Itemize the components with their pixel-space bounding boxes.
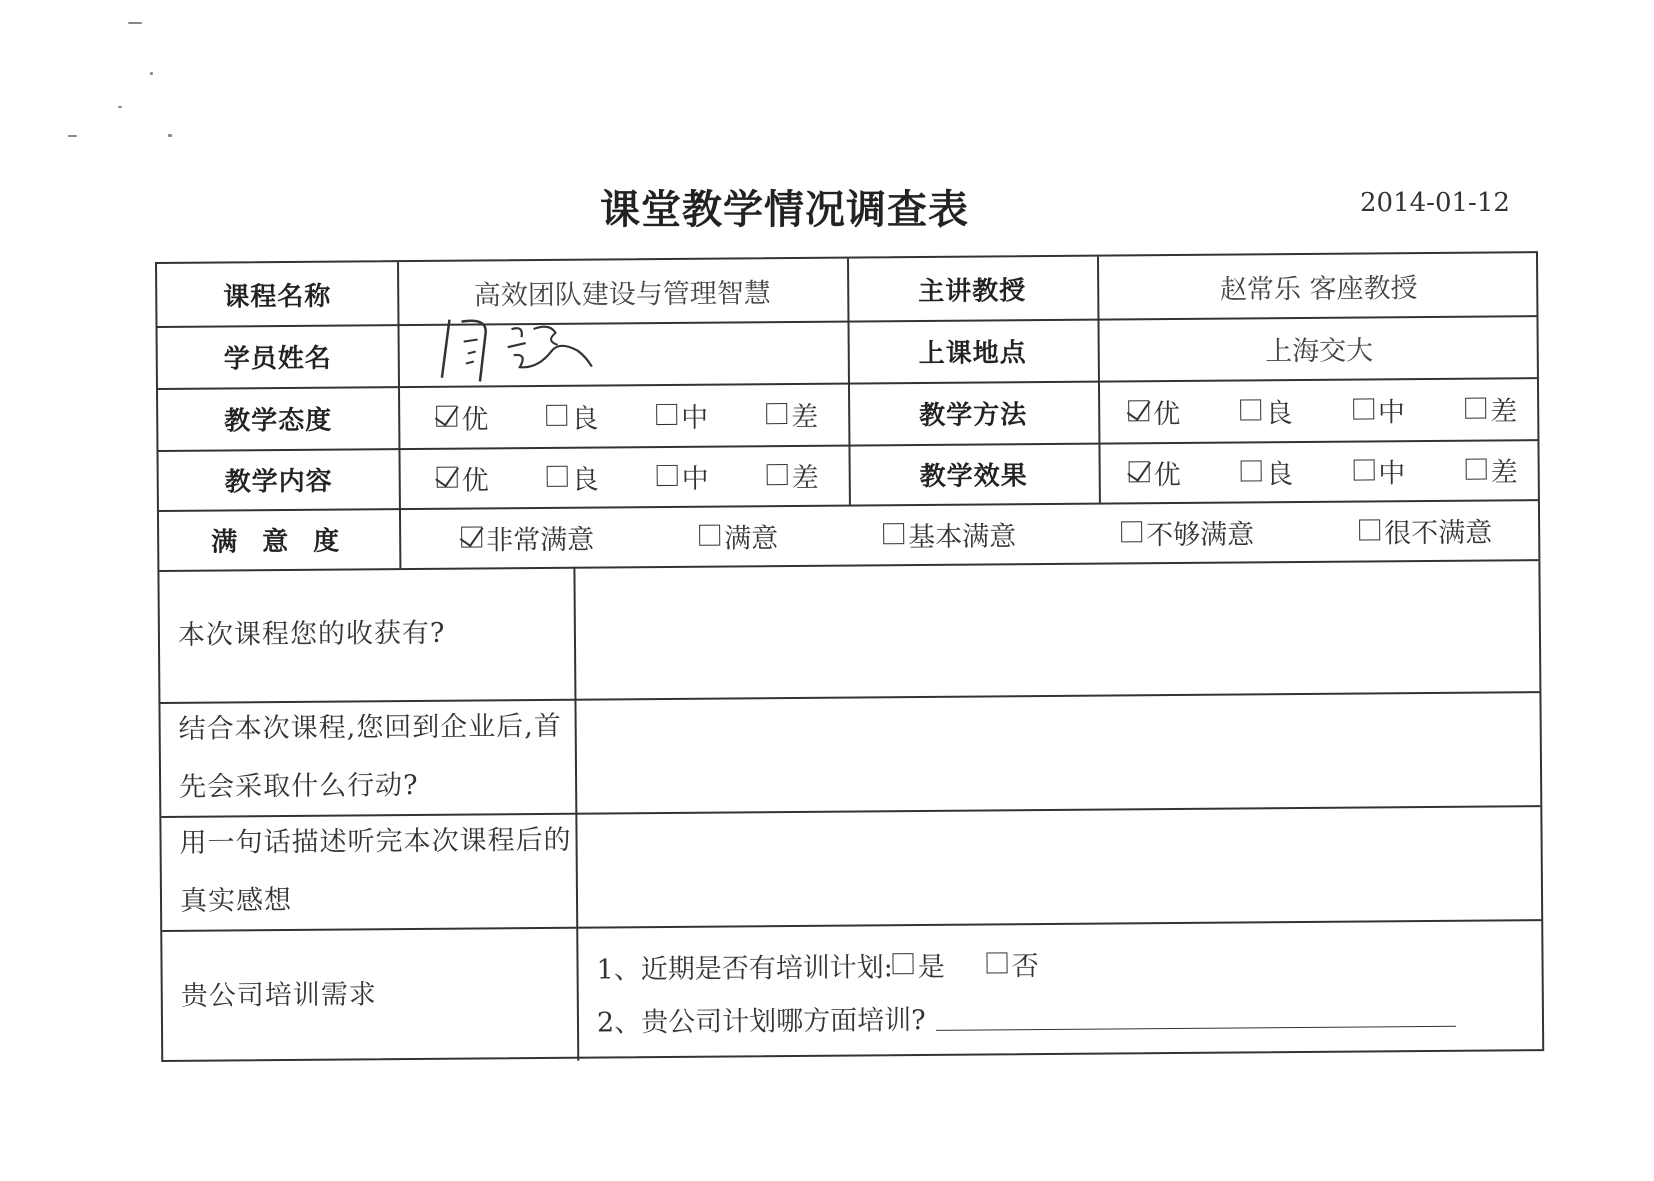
scan-speck [68,135,77,137]
student-signature [427,321,847,386]
method-option-poor[interactable]: 差 [1465,389,1517,428]
checkbox-icon[interactable] [1241,460,1262,481]
satisfaction-not-enough[interactable]: 不够满意 [1121,512,1254,552]
effect-option-average[interactable]: 中 [1353,451,1405,490]
scan-speck [150,72,153,75]
content-option-excellent[interactable]: 优 [437,458,489,497]
checkbox-checked-icon[interactable] [461,526,482,547]
method-option-average[interactable]: 中 [1353,390,1405,429]
scan-speck [168,134,172,137]
survey-date: 2014-01-12 [1360,188,1510,218]
checkbox-icon[interactable] [1466,458,1487,479]
satisfaction-very-satisfied[interactable]: 非常满意 [461,517,594,557]
answer-gain[interactable] [573,559,1543,699]
student-name-label: 学员姓名 [223,343,332,374]
checkbox-icon[interactable] [1353,398,1374,419]
teaching-content-label: 教学内容 [224,466,333,497]
scan-speck [128,22,142,24]
question-feeling: 用一句话描述听完本次课程后的真实感想 [179,824,572,917]
checkbox-icon[interactable] [546,404,567,425]
checkbox-icon[interactable] [1353,459,1374,480]
training-area-blank[interactable] [936,1000,1456,1031]
attitude-option-good[interactable]: 良 [546,396,598,435]
teaching-method-label: 教学方法 [919,399,1028,431]
satisfaction-satisfied[interactable]: 满意 [699,516,778,556]
teaching-attitude-options [398,383,848,449]
checkbox-icon[interactable] [987,952,1008,973]
training-area-question: 2、贵公司计划哪方面培训? [597,994,1456,1040]
attitude-option-poor[interactable]: 差 [766,394,818,433]
course-name-label: 课程名称 [223,281,332,312]
checkbox-checked-icon[interactable] [436,405,457,426]
satisfaction-label: 满 意 度 [211,525,348,558]
answer-feeling[interactable] [575,805,1545,927]
location-label: 上课地点 [918,337,1027,369]
attitude-option-excellent[interactable]: 优 [436,397,488,436]
scan-speck [118,106,122,108]
content-option-average[interactable]: 中 [657,456,709,495]
effect-option-poor[interactable]: 差 [1466,450,1518,489]
teaching-effect-options [1098,439,1541,502]
page-title: 课堂教学情况调查表 [600,187,969,233]
satisfaction-very-dissatisfied[interactable]: 很不满意 [1359,510,1492,550]
checkbox-icon[interactable] [766,403,787,424]
teaching-content-options [398,445,848,509]
effect-option-excellent[interactable]: 优 [1129,452,1181,491]
checkbox-icon[interactable] [547,465,568,486]
content-option-poor[interactable]: 差 [767,455,819,494]
checkbox-icon[interactable] [657,464,678,485]
checkbox-icon[interactable] [1121,521,1142,542]
checkbox-icon[interactable] [767,464,788,485]
attitude-option-average[interactable]: 中 [656,395,708,434]
survey-form [155,251,1544,1062]
training-plan-yes[interactable]: 是 [893,945,945,984]
training-plan-no[interactable]: 否 [987,944,1039,983]
answer-action[interactable] [574,691,1544,813]
effect-option-good[interactable]: 良 [1241,452,1293,491]
method-option-excellent[interactable]: 优 [1128,391,1180,430]
lecturer-value: 赵常乐 客座教授 [1219,272,1418,306]
checkbox-icon[interactable] [893,953,914,974]
checkbox-checked-icon[interactable] [437,466,458,487]
checkbox-icon[interactable] [1465,397,1486,418]
satisfaction-options [399,499,1542,568]
training-needs-label: 贵公司培训需求 [180,979,377,1012]
checkbox-icon[interactable] [1240,399,1261,420]
satisfaction-basic[interactable]: 基本满意 [883,514,1016,554]
checkbox-icon[interactable] [883,523,904,544]
content-option-good[interactable]: 良 [547,457,599,496]
course-name-value: 高效团队建设与管理智慧 [473,277,771,311]
method-option-good[interactable]: 良 [1240,391,1292,430]
location-value: 上海交大 [1265,334,1374,367]
training-needs-answers [576,919,1546,1061]
teaching-method-options [1098,377,1541,442]
teaching-effect-label: 教学效果 [919,460,1028,492]
checkbox-checked-icon[interactable] [1129,461,1150,482]
training-plan-question: 1、近期是否有培训计划: 是 否 [596,944,1039,986]
question-gain: 本次课程您的收获有? [177,617,446,651]
checkbox-icon[interactable] [656,403,677,424]
teaching-attitude-label: 教学态度 [224,405,333,436]
checkbox-icon[interactable] [1359,519,1380,540]
lecturer-label: 主讲教授 [918,275,1027,307]
checkbox-checked-icon[interactable] [1128,400,1149,421]
question-action: 结合本次课程,您回到企业后,首先会采取什么行动? [178,710,562,803]
checkbox-icon[interactable] [699,524,720,545]
